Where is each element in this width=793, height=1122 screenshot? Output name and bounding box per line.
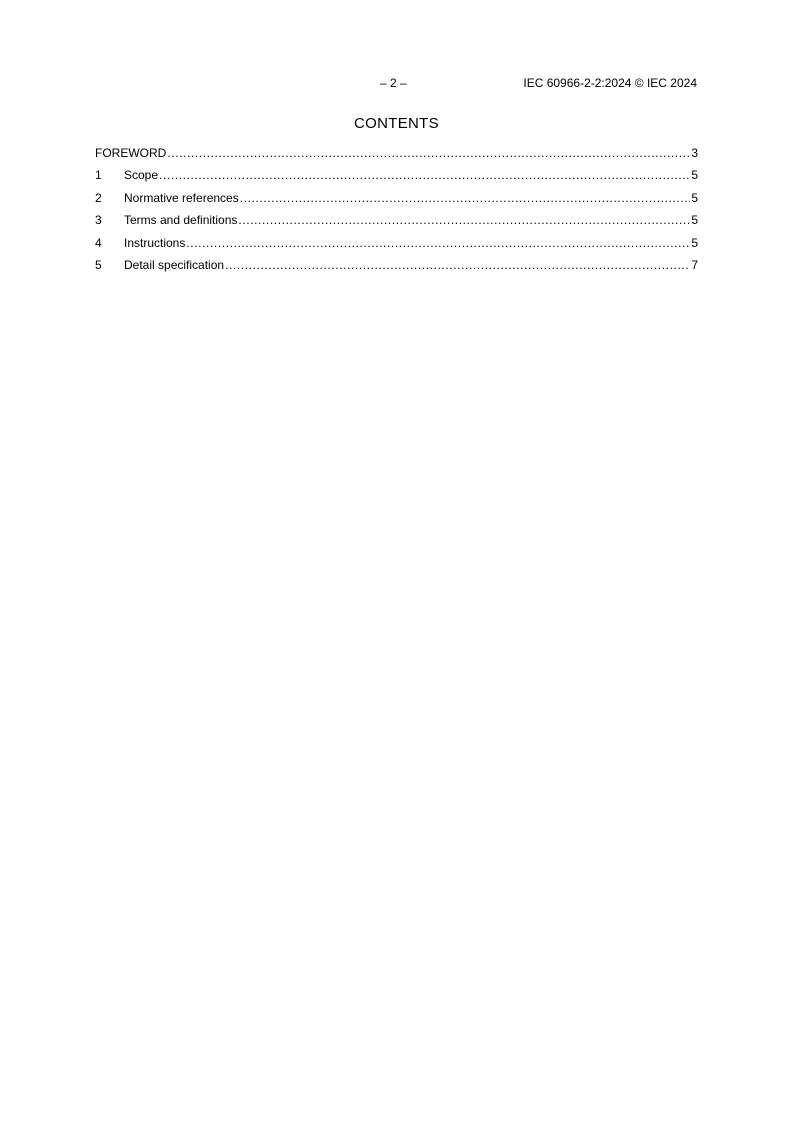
toc-entry-detail-specification[interactable] — [95, 258, 698, 280]
toc-entry-page: 5 — [691, 168, 698, 183]
toc-entry-foreword[interactable] — [95, 146, 698, 168]
toc-entry-page: 5 — [691, 213, 698, 228]
page-number: – 2 – — [380, 76, 407, 90]
toc-entry-scope[interactable] — [95, 168, 698, 190]
toc-entry-title[interactable]: Normative references — [124, 190, 239, 205]
toc-entry-page: 3 — [691, 146, 698, 160]
toc-entry-terms-and-definitions[interactable] — [95, 213, 698, 235]
table-of-contents — [95, 146, 698, 280]
toc-entry-title[interactable]: Scope — [124, 168, 159, 183]
toc-entry-title[interactable]: Detail specification — [124, 257, 225, 272]
toc-leader-dots — [240, 191, 691, 205]
toc-entry-number: 1 — [95, 168, 102, 183]
document-reference: IEC 60966-2-2:2024 © IEC 2024 — [523, 76, 697, 90]
toc-entry-page: 5 — [691, 235, 698, 250]
toc-entry-page: 7 — [691, 257, 698, 272]
contents-heading: CONTENTS — [354, 115, 439, 132]
toc-entry-title[interactable]: Terms and definitions — [124, 213, 238, 228]
toc-leader-dots — [159, 168, 690, 182]
toc-entry-number: 3 — [95, 213, 102, 228]
toc-entry-normative-references[interactable] — [95, 191, 698, 213]
toc-leader-dots — [167, 146, 690, 160]
toc-entry-instructions[interactable] — [95, 236, 698, 258]
toc-entry-number: 4 — [95, 235, 102, 250]
toc-entry-page: 5 — [691, 190, 698, 205]
toc-leader-dots — [225, 258, 690, 272]
toc-entry-title[interactable]: FOREWORD — [95, 146, 167, 160]
toc-entry-number: 2 — [95, 190, 102, 205]
toc-leader-dots — [186, 236, 690, 250]
toc-entry-number: 5 — [95, 257, 102, 272]
toc-leader-dots — [238, 213, 690, 227]
toc-entry-title[interactable]: Instructions — [124, 235, 186, 250]
